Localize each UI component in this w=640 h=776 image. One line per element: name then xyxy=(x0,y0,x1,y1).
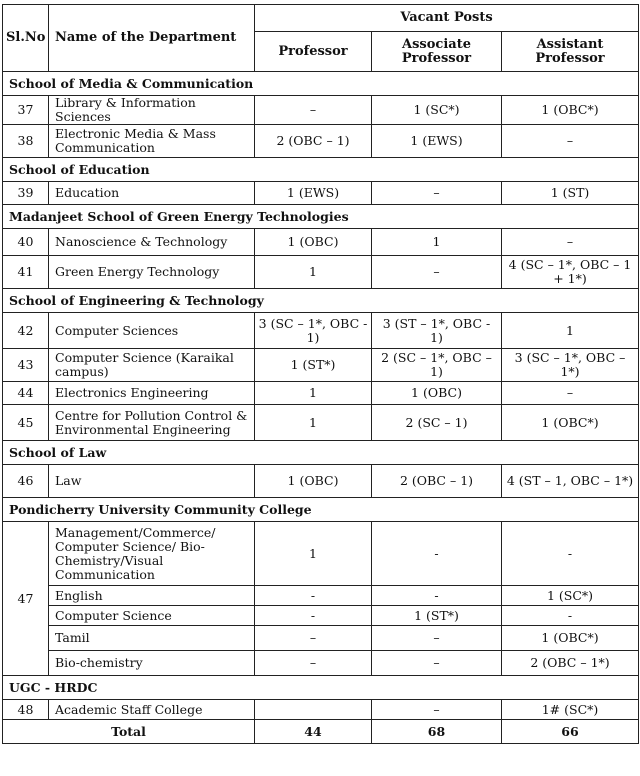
associate-value: 2 (SC – 1) xyxy=(372,405,502,441)
header-department: Name of the Department xyxy=(49,5,255,72)
department-name: Law xyxy=(49,465,255,498)
department-name: Nanoscience & Technology xyxy=(49,229,255,256)
associate-value: 1 (ST*) xyxy=(372,606,502,626)
department-name: Academic Staff College xyxy=(49,700,255,720)
professor-value: 3 (SC – 1*, OBC - 1) xyxy=(255,313,372,349)
header-vacant-posts: Vacant Posts xyxy=(255,5,639,32)
department-name: Computer Science (Karaikal campus) xyxy=(49,349,255,382)
row-number: 38 xyxy=(3,125,49,158)
header-row-1 xyxy=(3,5,639,32)
row-number: 41 xyxy=(3,256,49,289)
row-number: 44 xyxy=(3,382,49,405)
section-title: Madanjeet School of Green Energy Technologies xyxy=(3,205,639,229)
table-row xyxy=(3,125,639,158)
assistant-value: 1 (SC*) xyxy=(502,586,639,606)
professor-value: 1 (OBC) xyxy=(255,229,372,256)
associate-value: 1 (EWS) xyxy=(372,125,502,158)
section-title: School of Law xyxy=(3,441,639,465)
associate-value: – xyxy=(372,256,502,289)
professor-value: 1 (ST*) xyxy=(255,349,372,382)
table-row xyxy=(3,651,639,676)
table-row xyxy=(3,182,639,205)
associate-value: 2 (OBC – 1) xyxy=(372,465,502,498)
department-name: Library & Information Sciences xyxy=(49,96,255,125)
section-title: School of Education xyxy=(3,158,639,182)
assistant-value: – xyxy=(502,125,639,158)
vacancy-table xyxy=(2,4,639,744)
department-name: Green Energy Technology xyxy=(49,256,255,289)
total-associate: 68 xyxy=(372,720,502,744)
associate-value: – xyxy=(372,182,502,205)
assistant-value: – xyxy=(502,382,639,405)
section-row xyxy=(3,676,639,700)
table-row xyxy=(3,700,639,720)
table-row xyxy=(3,313,639,349)
row-number: 42 xyxy=(3,313,49,349)
associate-value: – xyxy=(372,651,502,676)
section-title: Pondicherry University Community College xyxy=(3,498,639,522)
table-row xyxy=(3,229,639,256)
department-name: Management/Commerce/ Computer Science/ Bio-Chemistry/Visual Communication xyxy=(49,522,255,586)
vacancy-table-container xyxy=(2,4,638,744)
section-row xyxy=(3,72,639,96)
department-name: Electronics Engineering xyxy=(49,382,255,405)
row-number: 48 xyxy=(3,700,49,720)
assistant-value: 1 (OBC*) xyxy=(502,405,639,441)
row-number: 37 xyxy=(3,96,49,125)
row-number: 40 xyxy=(3,229,49,256)
header-slno: Sl.No xyxy=(3,5,49,72)
section-row xyxy=(3,158,639,182)
table-row xyxy=(3,256,639,289)
associate-value: 2 (SC – 1*, OBC – 1) xyxy=(372,349,502,382)
department-name: Computer Science xyxy=(49,606,255,626)
total-label: Total xyxy=(3,720,255,744)
department-name: Bio-chemistry xyxy=(49,651,255,676)
assistant-value: 3 (SC – 1*, OBC – 1*) xyxy=(502,349,639,382)
total-professor: 44 xyxy=(255,720,372,744)
section-title: School of Engineering & Technology xyxy=(3,289,639,313)
assistant-value: 1 (OBC*) xyxy=(502,626,639,651)
assistant-value: 2 (OBC – 1*) xyxy=(502,651,639,676)
department-name: Education xyxy=(49,182,255,205)
professor-value: – xyxy=(255,96,372,125)
assistant-value: 4 (SC – 1*, OBC – 1 + 1*) xyxy=(502,256,639,289)
table-row xyxy=(3,96,639,125)
section-title: School of Media & Communication xyxy=(3,72,639,96)
professor-value: 1 (OBC) xyxy=(255,465,372,498)
assistant-value: - xyxy=(502,522,639,586)
associate-value: 3 (ST – 1*, OBC - 1) xyxy=(372,313,502,349)
associate-value: - xyxy=(372,522,502,586)
assistant-value: 1# (SC*) xyxy=(502,700,639,720)
professor-value: 1 xyxy=(255,522,372,586)
associate-value: 1 (OBC) xyxy=(372,382,502,405)
section-row xyxy=(3,498,639,522)
assistant-value: 1 xyxy=(502,313,639,349)
total-row xyxy=(3,720,639,744)
associate-value: 1 xyxy=(372,229,502,256)
section-title: UGC - HRDC xyxy=(3,676,639,700)
department-name: Electronic Media & Mass Communication xyxy=(49,125,255,158)
professor-value: 2 (OBC – 1) xyxy=(255,125,372,158)
professor-value: 1 (EWS) xyxy=(255,182,372,205)
table-row xyxy=(3,522,639,586)
row-number: 45 xyxy=(3,405,49,441)
table-row xyxy=(3,465,639,498)
row-number: 46 xyxy=(3,465,49,498)
header-assistant-professor: Assistant Professor xyxy=(502,32,639,72)
section-row xyxy=(3,441,639,465)
row-number: 39 xyxy=(3,182,49,205)
table-row xyxy=(3,349,639,382)
department-name: English xyxy=(49,586,255,606)
professor-value: 1 xyxy=(255,256,372,289)
assistant-value: - xyxy=(502,606,639,626)
row-number: 43 xyxy=(3,349,49,382)
table-row xyxy=(3,586,639,606)
associate-value: – xyxy=(372,700,502,720)
table-row xyxy=(3,382,639,405)
assistant-value: 1 (ST) xyxy=(502,182,639,205)
department-name: Tamil xyxy=(49,626,255,651)
associate-value: 1 (SC*) xyxy=(372,96,502,125)
professor-value: - xyxy=(255,606,372,626)
department-name: Centre for Pollution Control & Environmental Engineering xyxy=(49,405,255,441)
professor-value xyxy=(255,700,372,720)
assistant-value: – xyxy=(502,229,639,256)
professor-value: 1 xyxy=(255,405,372,441)
professor-value: – xyxy=(255,626,372,651)
total-assistant: 66 xyxy=(502,720,639,744)
department-name: Computer Sciences xyxy=(49,313,255,349)
associate-value: – xyxy=(372,626,502,651)
table-row xyxy=(3,405,639,441)
table-row xyxy=(3,606,639,626)
assistant-value: 1 (OBC*) xyxy=(502,96,639,125)
assistant-value: 4 (ST – 1, OBC – 1*) xyxy=(502,465,639,498)
table-row xyxy=(3,626,639,651)
associate-value: - xyxy=(372,586,502,606)
professor-value: – xyxy=(255,651,372,676)
header-associate-professor: Associate Professor xyxy=(372,32,502,72)
row-number: 47 xyxy=(3,522,49,676)
section-row xyxy=(3,205,639,229)
professor-value: 1 xyxy=(255,382,372,405)
header-professor: Professor xyxy=(255,32,372,72)
section-row xyxy=(3,289,639,313)
professor-value: - xyxy=(255,586,372,606)
